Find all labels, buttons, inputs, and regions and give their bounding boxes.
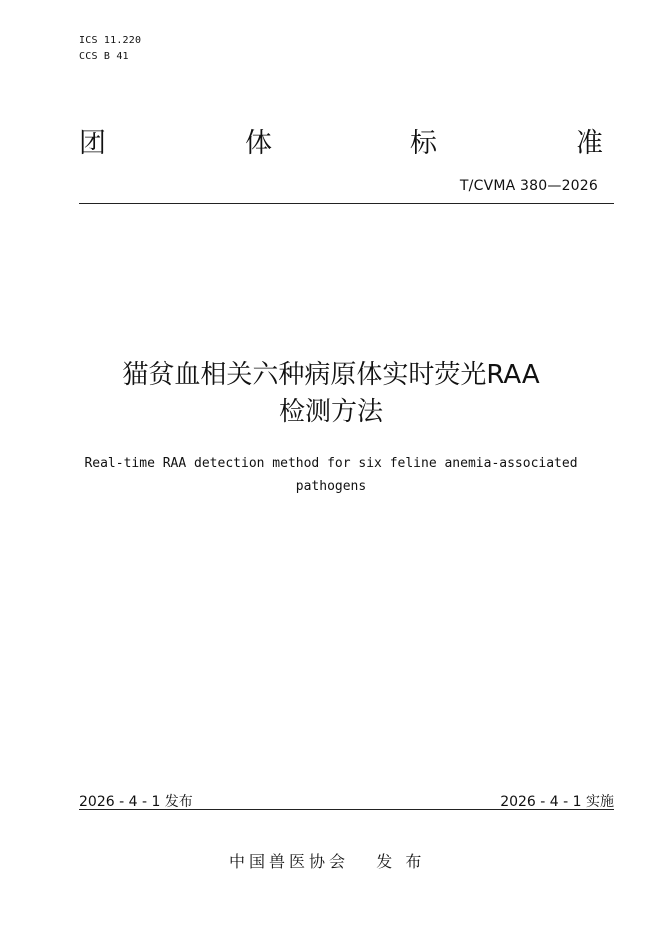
header-divider bbox=[79, 203, 614, 204]
standard-type-char: 团 bbox=[79, 128, 106, 159]
english-title-line: pathogens bbox=[295, 479, 367, 494]
issuer-organization: 中国兽医协会 bbox=[229, 852, 350, 871]
standard-type-heading bbox=[79, 124, 603, 164]
footer-divider bbox=[79, 809, 614, 810]
chinese-title bbox=[81, 357, 581, 431]
standard-type-char: 体 bbox=[245, 128, 272, 159]
standard-type-char: 准 bbox=[576, 128, 603, 159]
english-title-line: Real-time RAA detection method for six feline anemia-associated bbox=[84, 456, 578, 471]
issuer-action: 发 布 bbox=[376, 852, 426, 871]
classification-codes bbox=[79, 33, 141, 65]
implement-date: 2026 - 4 - 1 实施 bbox=[500, 794, 614, 810]
english-title bbox=[71, 452, 591, 498]
issuer-line bbox=[229, 849, 425, 872]
chinese-title-line: 猫贫血相关六种病原体实时荧光RAA bbox=[122, 360, 540, 390]
publish-date: 2026 - 4 - 1 发布 bbox=[79, 794, 193, 810]
ics-code: ICS 11.220 bbox=[79, 35, 142, 46]
standard-type-char: 标 bbox=[410, 128, 437, 159]
standard-number: T/CVMA 380—2026 bbox=[459, 178, 598, 194]
ccs-code: CCS B 41 bbox=[79, 51, 129, 62]
date-row bbox=[79, 791, 614, 811]
chinese-title-line: 检测方法 bbox=[278, 397, 383, 427]
